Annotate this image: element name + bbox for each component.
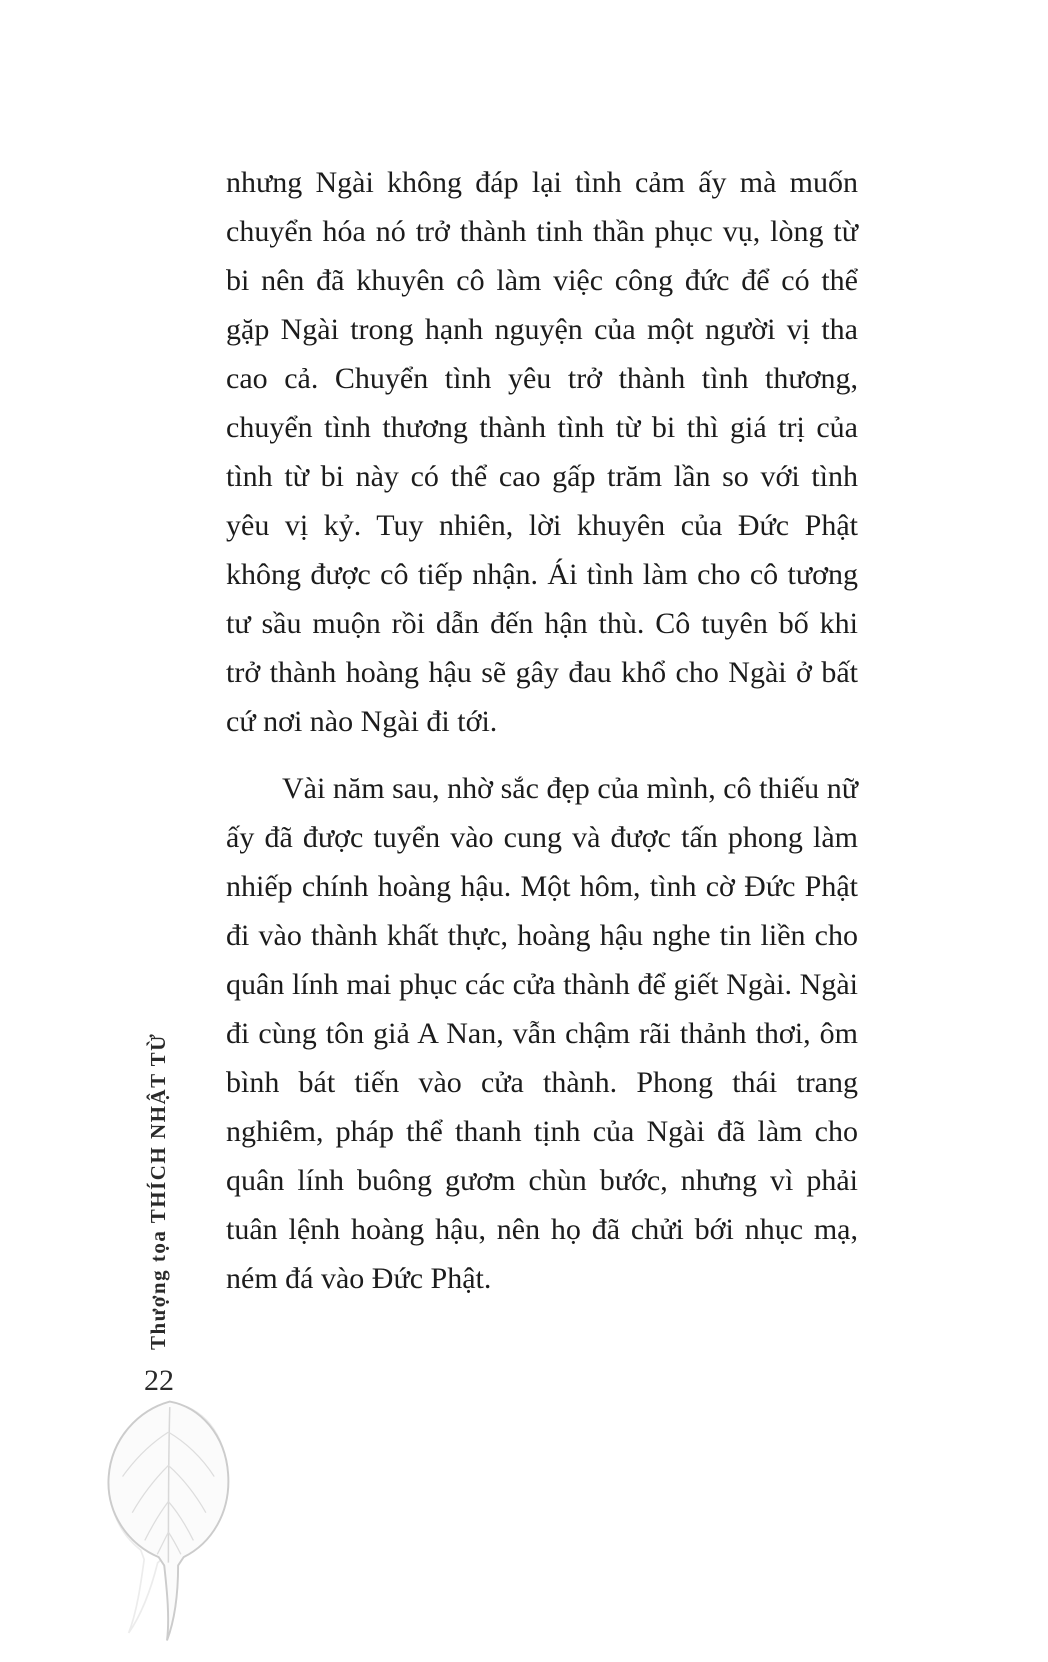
paragraph: nhưng Ngài không đáp lại tình cảm ấy mà muốn chuyển hóa nó trở thành tinh thần phục vụ, lòng từ bi nên đã khuyên cô làm việc công đức để có thể gặp Ngài trong hạnh nguyện của một người vị tha cao cả. Chuyển tình yêu trở thành tình thương, chuyển tình thương thành tình từ bi thì giá trị của tình từ bi này có thể cao gấp trăm lần so với tình yêu vị kỷ. Tuy nhiên, lời khuyên của Đức Phật không được cô tiếp nhận. Ái tình làm cho cô tương tư sầu muộn rồi dẫn đến hận thù. Cô tuyên bố khi trở thành hoàng hậu sẽ gây đau khổ cho Ngài ở bất cứ nơi nào Ngài đi tới. xyxy=(226,166,858,738)
body-text xyxy=(226,158,858,1303)
sidebar-author-label: Thượng tọa THÍCH NHẬT TỪ xyxy=(146,1032,170,1350)
paragraph: Vài năm sau, nhờ sắc đẹp của mình, cô thiếu nữ ấy đã được tuyển vào cung và được tấn phong làm nhiếp chính hoàng hậu. Một hôm, tình cờ Đức Phật đi vào thành khất thực, hoàng hậu nghe tin liền cho quân lính mai phục các cửa thành để giết Ngài. Ngài đi cùng tôn giả A Nan, vẫn chậm rãi thảnh thơi, ôm bình bát tiến vào cửa thành. Phong thái trang nghiêm, pháp thể thanh tịnh của Ngài đã làm cho quân lính buông gươm chùn bước, nhưng vì phải tuân lệnh hoàng hậu, nên họ đã chửi bới nhục mạ, ném đá vào Đức Phật. xyxy=(226,772,858,1295)
bodhi-leaf-watermark-icon xyxy=(92,1396,242,1646)
page-number: 22 xyxy=(144,1364,174,1397)
